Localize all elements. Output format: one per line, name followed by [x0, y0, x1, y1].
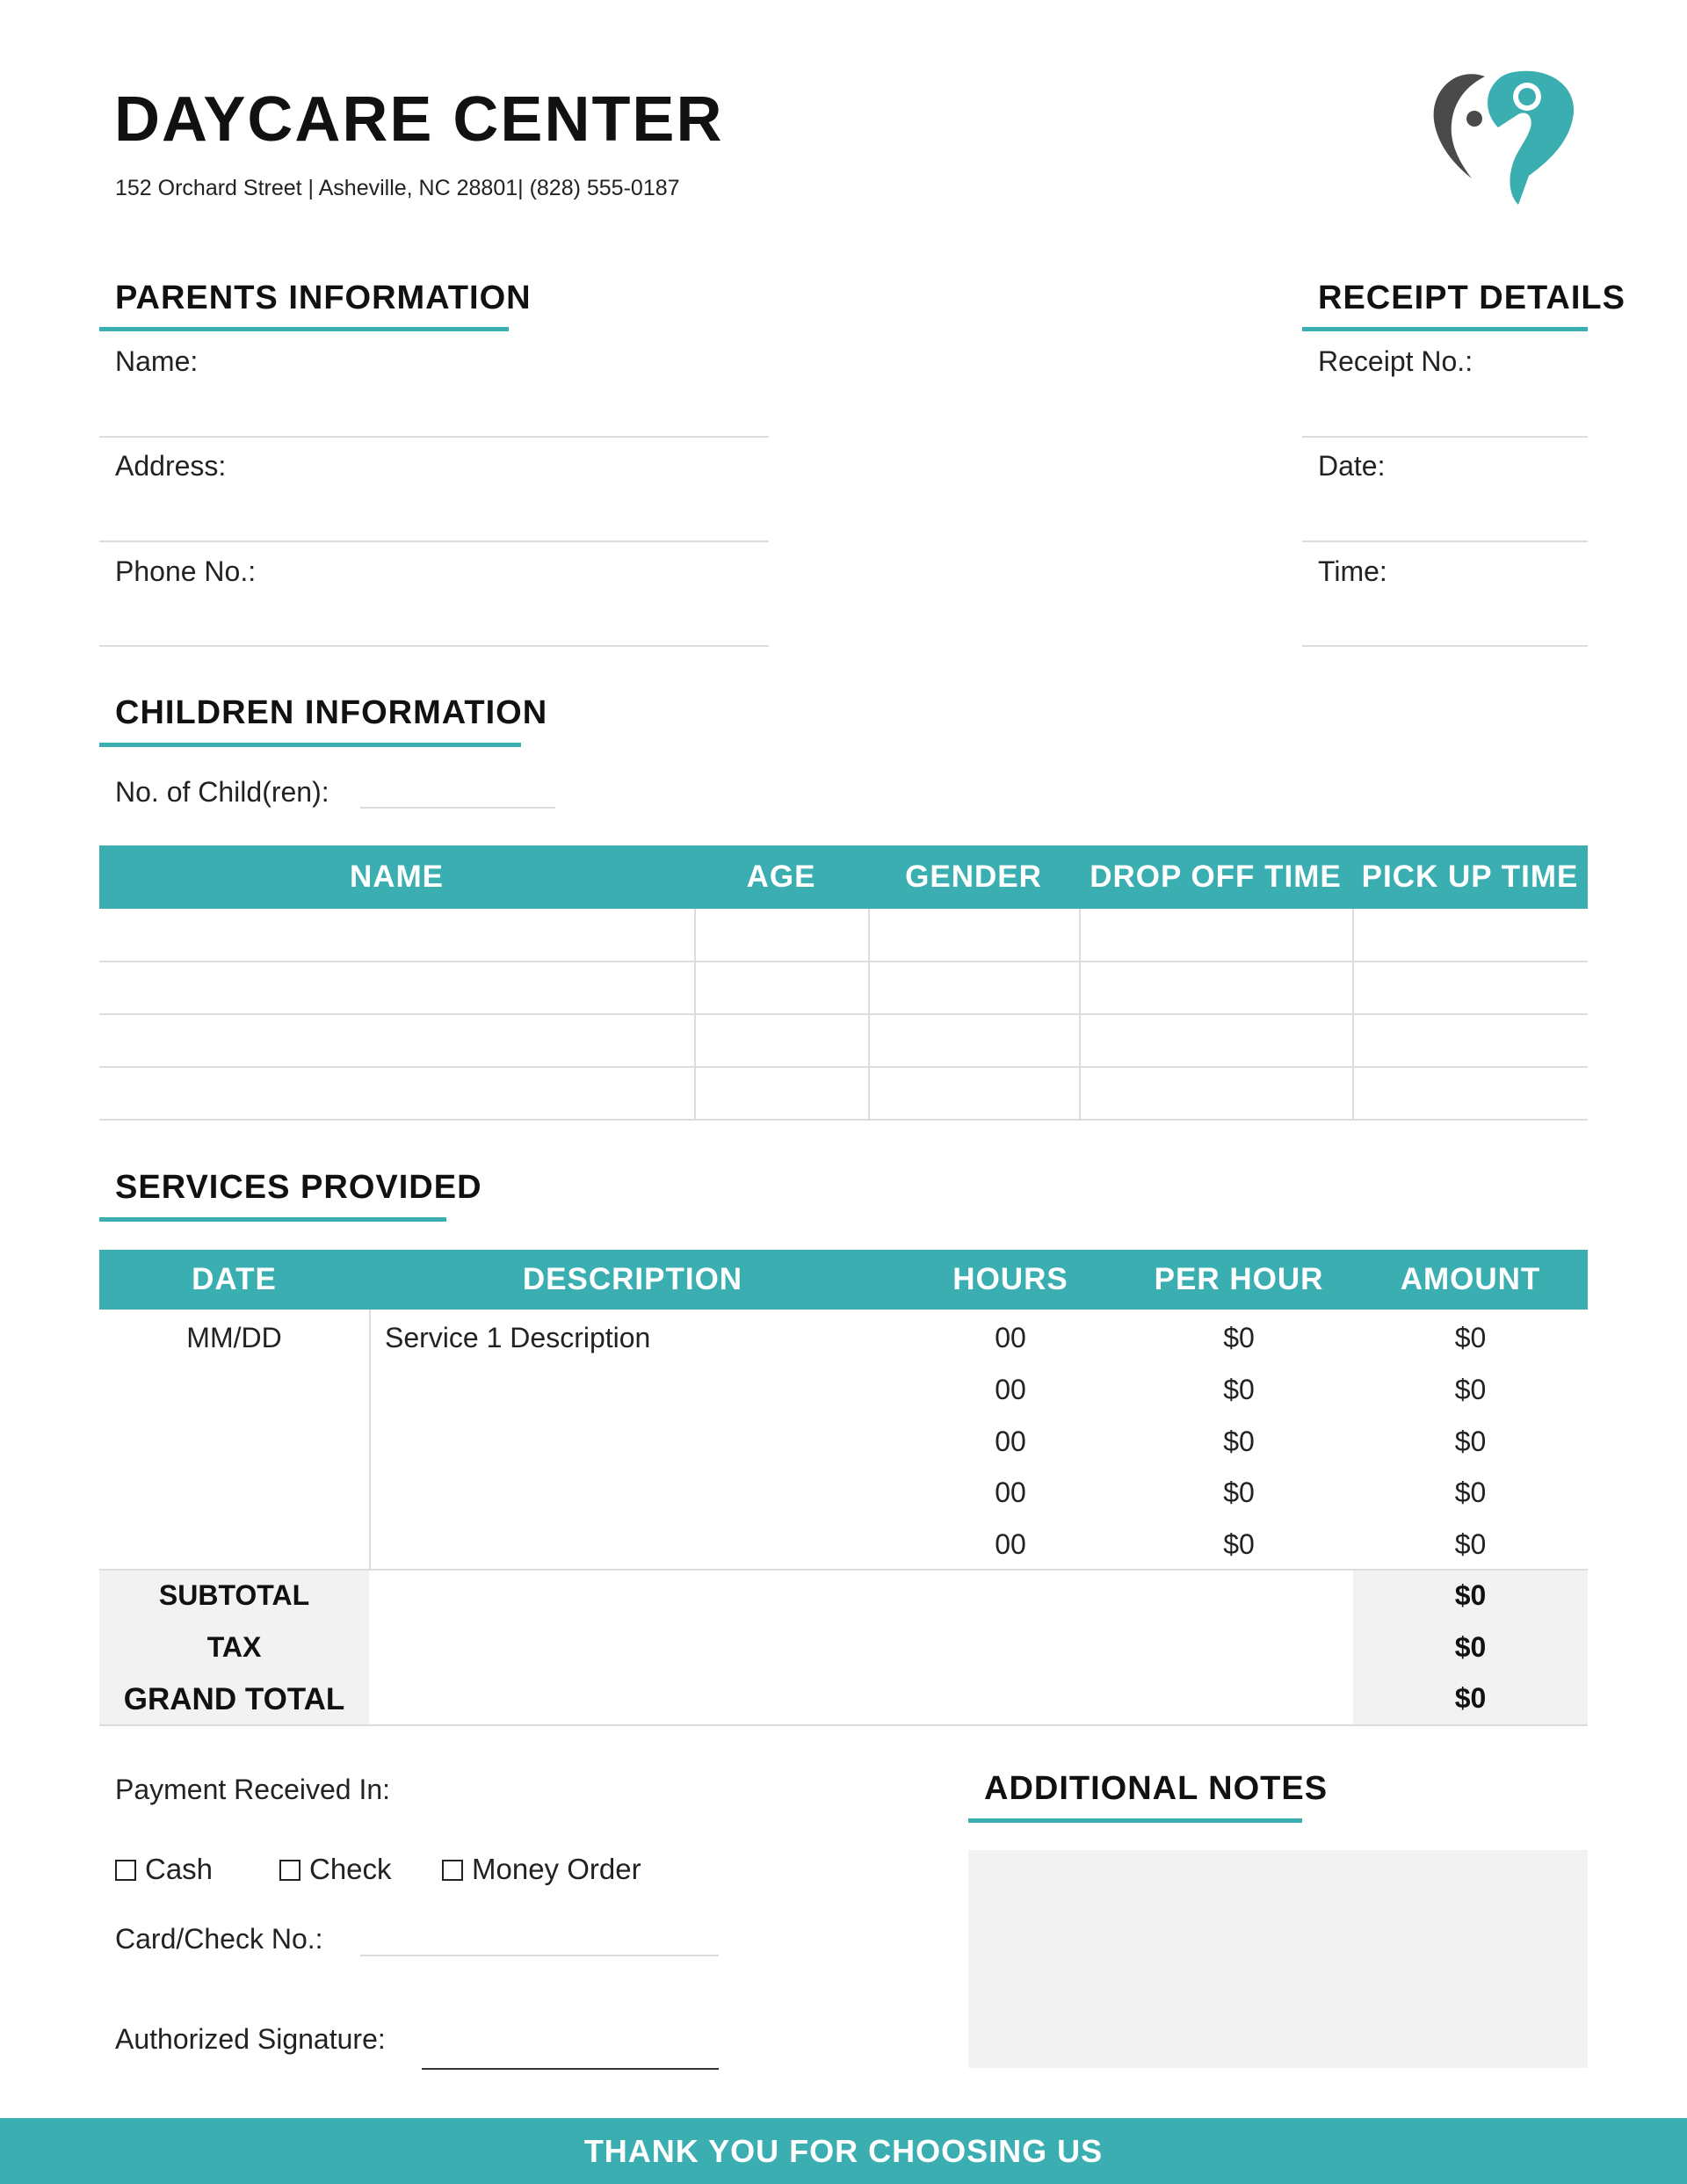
service-amount: $0 [1454, 1528, 1487, 1560]
checkbox-icon[interactable] [442, 1860, 463, 1881]
tax-value: $0 [1454, 1631, 1487, 1663]
service-hours: 00 [995, 1322, 1026, 1353]
service-amount: $0 [1454, 1477, 1487, 1508]
card-check-label: Card/Check No.: [115, 1923, 323, 1955]
children-count-field[interactable] [360, 807, 555, 809]
service-hours: 00 [995, 1477, 1026, 1508]
receipt-date-label: Date: [1318, 450, 1386, 482]
signature-label: Authorized Signature: [115, 2023, 386, 2055]
service-description: Service 1 Description [385, 1322, 651, 1353]
table-row[interactable] [99, 1013, 1588, 1015]
parent-name-label: Name: [115, 345, 199, 377]
table-row [99, 1322, 1588, 1357]
notes-title-underline [968, 1818, 1302, 1823]
company-address: 152 Orchard Street | Asheville, NC 28801| (828) 555-0187 [115, 176, 680, 200]
tax-label: TAX [206, 1631, 262, 1663]
services-title-underline [99, 1217, 446, 1222]
service-hours: 00 [995, 1374, 1026, 1405]
children-table-header [99, 845, 1588, 909]
column-divider [694, 909, 696, 1120]
children-table [99, 845, 1588, 1121]
service-per-hour: $0 [1223, 1477, 1255, 1508]
col-header-per-hour: PER HOUR [1154, 1262, 1324, 1296]
notes-box[interactable] [968, 1850, 1588, 2068]
receipt-time-field[interactable] [1302, 645, 1588, 647]
col-header-name: NAME [349, 860, 445, 894]
col-header-amount: AMOUNT [1400, 1262, 1541, 1296]
services-table [99, 1250, 1588, 1726]
parents-title-underline [99, 327, 509, 331]
service-hours: 00 [995, 1528, 1026, 1560]
payment-option-label: Money Order [472, 1853, 641, 1885]
card-check-field[interactable] [360, 1955, 719, 1956]
service-amount: $0 [1454, 1426, 1487, 1457]
children-title-underline [99, 743, 521, 747]
subtotal-label: SUBTOTAL [158, 1579, 310, 1611]
payment-option-label: Check [309, 1853, 392, 1885]
totals-bottom-line [99, 1724, 1588, 1726]
parent-name-field[interactable] [99, 436, 769, 438]
service-per-hour: $0 [1223, 1374, 1255, 1405]
notes-section-title: ADDITIONAL NOTES [984, 1770, 1329, 1807]
column-divider [1352, 909, 1354, 1120]
checkbox-icon[interactable] [279, 1860, 300, 1881]
service-per-hour: $0 [1223, 1426, 1255, 1457]
col-header-age: AGE [746, 860, 816, 894]
payment-option-cash[interactable] [115, 1853, 213, 1886]
payment-received-label: Payment Received In: [115, 1774, 391, 1805]
service-amount: $0 [1454, 1322, 1487, 1353]
table-row[interactable] [99, 1119, 1588, 1121]
table-row [99, 1374, 1588, 1409]
table-row [99, 1528, 1588, 1564]
col-header-date: DATE [192, 1262, 277, 1296]
service-amount: $0 [1454, 1374, 1487, 1405]
grand-total-label: GRAND TOTAL [123, 1682, 345, 1716]
services-section-title: SERVICES PROVIDED [115, 1169, 482, 1206]
col-header-drop-off: DROP OFF TIME [1090, 860, 1342, 894]
table-row[interactable] [99, 1066, 1588, 1068]
service-hours: 00 [995, 1426, 1026, 1457]
column-divider [868, 909, 870, 1120]
parent-phone-label: Phone No.: [115, 555, 257, 587]
receipt-section-title: RECEIPT DETAILS [1318, 279, 1625, 316]
col-header-pick-up: PICK UP TIME [1361, 860, 1579, 894]
table-row[interactable] [99, 961, 1588, 962]
services-table-header [99, 1250, 1588, 1310]
payment-option-check[interactable] [279, 1853, 392, 1886]
signature-field[interactable] [422, 2068, 719, 2070]
col-header-hours: HOURS [952, 1262, 1068, 1296]
col-header-gender: GENDER [905, 860, 1042, 894]
page-title: DAYCARE CENTER [114, 84, 724, 155]
receipt-time-label: Time: [1318, 555, 1387, 587]
col-header-description: DESCRIPTION [522, 1262, 743, 1296]
receipt-title-underline [1302, 327, 1588, 331]
service-per-hour: $0 [1223, 1528, 1255, 1560]
column-divider [1079, 909, 1081, 1120]
parent-phone-field[interactable] [99, 645, 769, 647]
payment-option-label: Cash [145, 1853, 214, 1885]
footer-banner: THANK YOU FOR CHOOSING US [0, 2118, 1687, 2184]
children-count-label: No. of Child(ren): [115, 776, 329, 808]
grand-total-value: $0 [1454, 1682, 1487, 1714]
parent-address-field[interactable] [99, 541, 769, 542]
service-per-hour: $0 [1223, 1322, 1255, 1353]
children-section-title: CHILDREN INFORMATION [115, 694, 548, 731]
receipt-number-label: Receipt No.: [1318, 345, 1473, 377]
receipt-date-field[interactable] [1302, 541, 1588, 542]
family-heart-logo-icon [1423, 66, 1582, 207]
parents-section-title: PARENTS INFORMATION [115, 279, 532, 316]
subtotal-value: $0 [1454, 1579, 1487, 1611]
parent-address-label: Address: [115, 450, 227, 482]
checkbox-icon[interactable] [115, 1860, 136, 1881]
table-row [99, 1426, 1588, 1461]
receipt-number-field[interactable] [1302, 436, 1588, 438]
service-date: MM/DD [186, 1322, 282, 1353]
payment-option-money-order[interactable] [442, 1853, 641, 1886]
table-row [99, 1477, 1588, 1512]
